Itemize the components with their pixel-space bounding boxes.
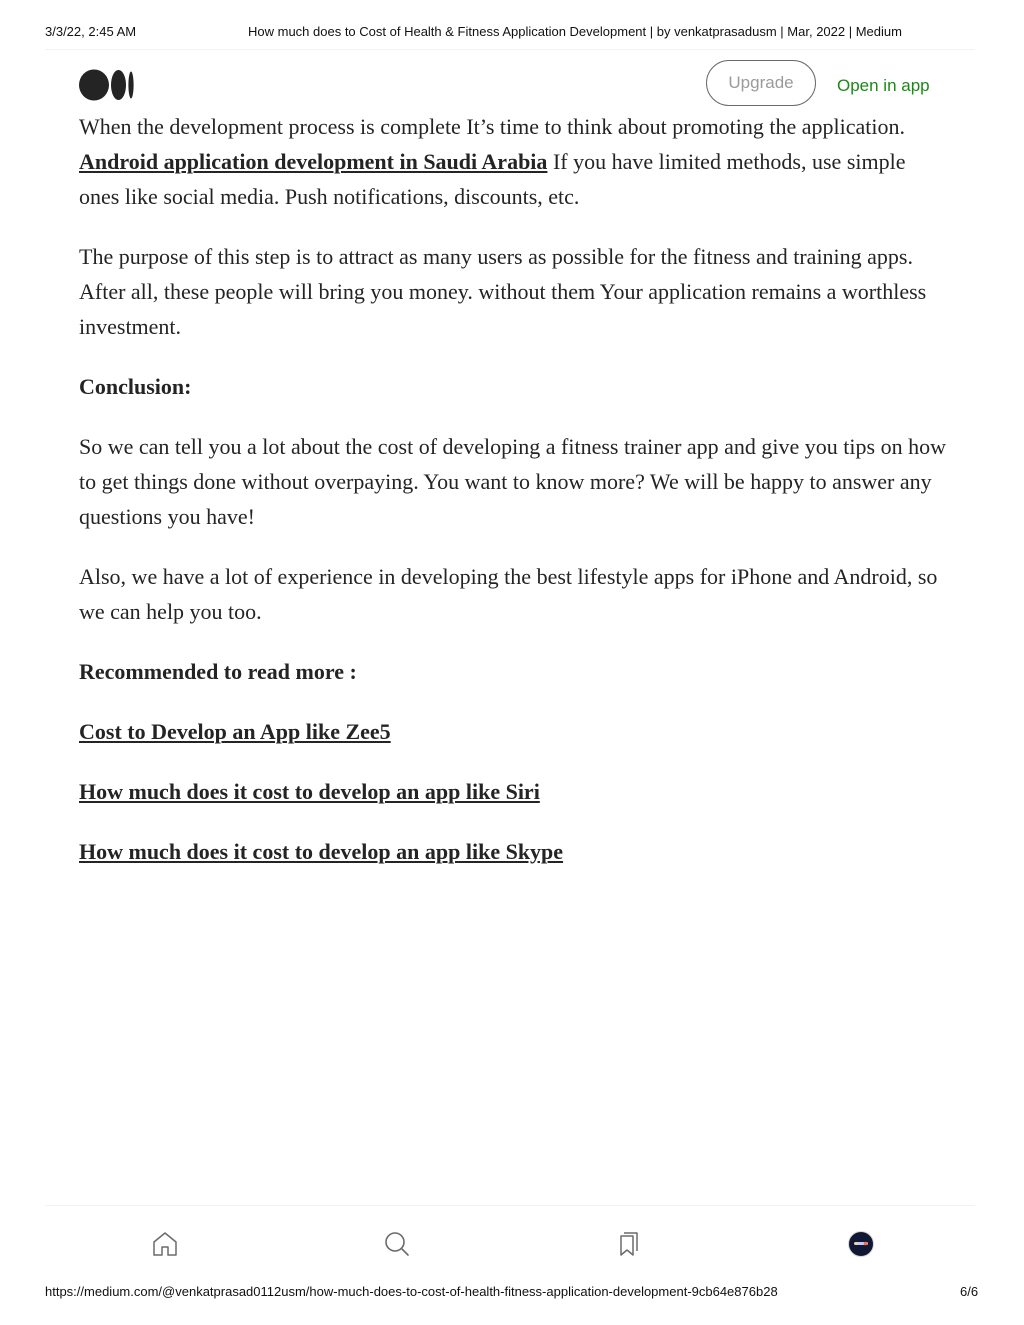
article-paragraph: The purpose of this step is to attract as many users as possible for the fitness and training apps. After all, these people will bring you money. without them Your application remains a worthless investment. [79,244,927,339]
bookmarks-icon[interactable] [615,1230,643,1258]
print-url: https://medium.com/@venkatprasad0112usm/how-much-does-to-cost-of-health-fitness-application-development-9cb64e876b28 [45,1284,778,1299]
print-header [0,24,1024,42]
print-date: 3/3/22, 2:45 AM [45,24,137,39]
recommended-item [79,774,951,809]
recommended-item [79,714,951,749]
print-page-title: How much does to Cost of Health & Fitness Application Development | by venkatprasadusm | Mar, 2022 | Medium [248,24,902,39]
conclusion-heading: Conclusion: [79,374,192,399]
print-footer [0,1284,1024,1302]
paragraph-text: When the development process is complete It’s time to think about promoting the application. [79,114,906,139]
top-divider [45,49,975,50]
search-icon[interactable] [383,1230,411,1258]
recommended-link[interactable]: Cost to Develop an App like Zee5 [79,719,391,744]
recommended-heading: Recommended to read more : [79,659,357,684]
android-development-link[interactable]: Android application development in Saudi Arabia [79,149,548,174]
article-paragraph: So we can tell you a lot about the cost of developing a fitness trainer app and give you tips on how to get things done without overpaying. You want to know more? We will be happy to answer any questions you have! [79,434,946,529]
medium-logo-icon[interactable] [79,69,135,101]
bottom-nav-bar [45,1205,975,1276]
article-paragraph [79,109,951,214]
paragraph-text: If you have limited methods, use simple ones like social media. Push notifications, discounts, etc. [79,149,906,209]
recommended-link[interactable]: How much does it cost to develop an app like Siri [79,779,540,804]
open-in-app-link[interactable]: Open in app [837,76,930,95]
upgrade-button[interactable]: Upgrade [706,60,816,106]
article-body [79,109,951,894]
avatar[interactable] [847,1230,875,1258]
home-icon[interactable] [151,1230,179,1258]
print-page-number: 6/6 [960,1284,979,1299]
recommended-link[interactable]: How much does it cost to develop an app like Skype [79,839,564,864]
recommended-item [79,834,951,869]
article-paragraph: Also, we have a lot of experience in developing the best lifestyle apps for iPhone and Android, so we can help you too. [79,564,938,624]
